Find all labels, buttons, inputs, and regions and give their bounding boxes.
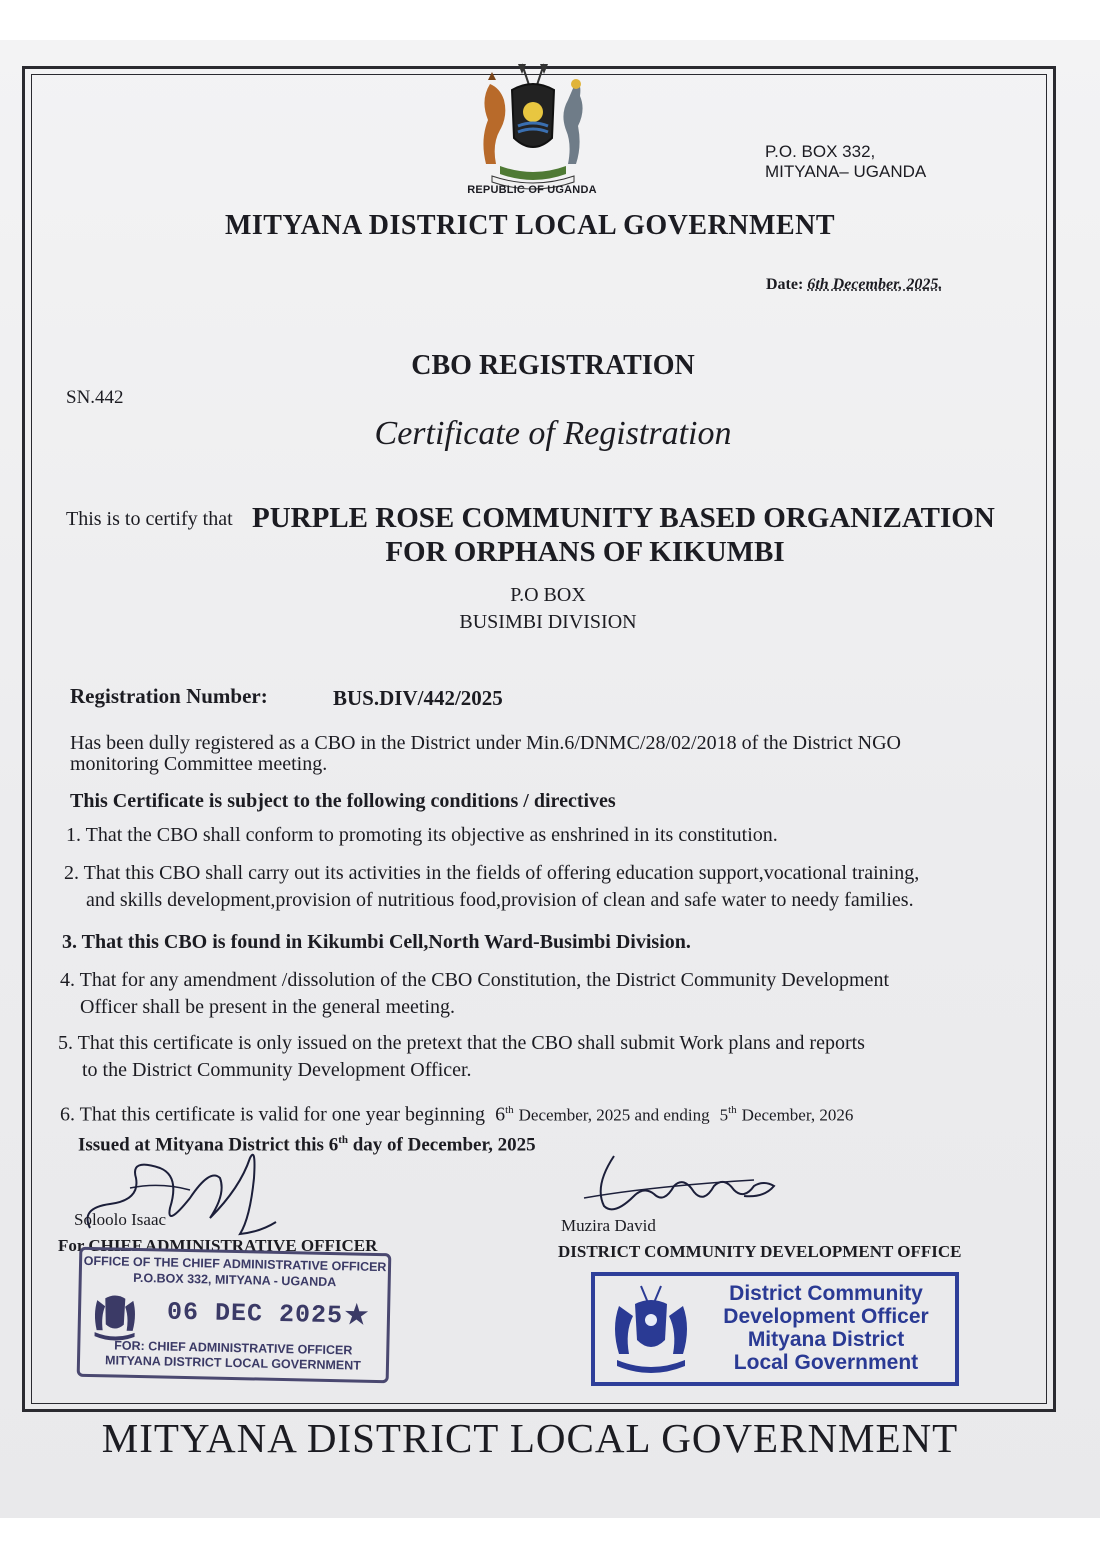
left-signatory-title: For CHIEF ADMINISTRATIVE OFFICER bbox=[58, 1236, 378, 1255]
conditions-heading: This Certificate is subject to the following conditions / directives bbox=[70, 790, 616, 812]
cao-stamp-line-2: P.O.BOX 332, MITYANA - UGANDA bbox=[133, 1270, 337, 1290]
issued-day: 6 bbox=[328, 1134, 339, 1156]
issued-rest: day of December, 2025 bbox=[352, 1134, 536, 1156]
organization-name-line-1: PURPLE ROSE COMMUNITY BASED ORGANIZATION bbox=[252, 502, 995, 534]
cao-stamp-line-1: OFFICE OF THE CHIEF ADMINISTRATIVE OFFICER bbox=[83, 1253, 387, 1275]
section-title: CBO REGISTRATION bbox=[411, 350, 695, 381]
condition-6-start-rest: December, 2025 and ending bbox=[518, 1105, 710, 1125]
government-title: MITYANA DISTRICT LOCAL GOVERNMENT bbox=[224, 210, 836, 241]
condition-6-prefix: 6. That this certificate is valid for one year beginning bbox=[60, 1103, 486, 1126]
po-box-line-2: MITYANA– UGANDA bbox=[765, 162, 927, 181]
condition-6-end-day: 5 bbox=[719, 1105, 729, 1125]
cao-stamp-line-4: MITYANA DISTRICT LOCAL GOVERNMENT bbox=[104, 1353, 362, 1373]
po-box-address bbox=[765, 142, 926, 182]
uganda-coat-of-arms-icon bbox=[603, 1284, 699, 1378]
registration-number-value: BUS.DIV/442/2025 bbox=[333, 686, 503, 710]
condition-2-line-1: 2. That this CBO shall carry out its activities in the fields of offering education support,vocational training, bbox=[64, 862, 920, 884]
condition-2 bbox=[64, 860, 919, 914]
certify-intro: This is to certify that bbox=[66, 508, 233, 530]
dcdo-stamp-line-1: District Community bbox=[729, 1282, 923, 1305]
certificate-title: Certificate of Registration bbox=[374, 415, 732, 452]
condition-4-line-1: 4. That for any amendment /dissolution of the CBO Constitution, the District Community Development bbox=[60, 969, 889, 991]
dcdo-stamp-line-3: Mityana District bbox=[747, 1328, 905, 1351]
cao-stamp-date: 06 DEC 2025 bbox=[166, 1297, 344, 1331]
issued-sup: th bbox=[338, 1134, 348, 1146]
serial-number: SN.442 bbox=[66, 387, 124, 408]
organization-address-line-2: BUSIMBI DIVISION bbox=[459, 611, 637, 633]
dcdo-office-stamp bbox=[591, 1272, 959, 1386]
condition-5-line-1: 5. That this certificate is only issued on the pretext that the CBO shall submit Work plans and reports bbox=[58, 1032, 865, 1054]
registration-statement bbox=[70, 733, 1010, 775]
issued-prefix: Issued at Mityana District this bbox=[78, 1134, 324, 1156]
issue-date bbox=[766, 276, 942, 294]
dcdo-stamp-line-4: Local Government bbox=[733, 1351, 919, 1374]
right-signatory-title: DISTRICT COMMUNITY DEVELOPMENT OFFICE bbox=[558, 1242, 962, 1261]
condition-5-line-2: to the District Community Development Officer. bbox=[82, 1059, 472, 1081]
condition-6 bbox=[60, 1097, 853, 1129]
condition-4-line-2: Officer shall be present in the general meeting. bbox=[80, 996, 456, 1018]
uganda-coat-of-arms-icon bbox=[88, 1290, 141, 1341]
organization-name-line-2: FOR ORPHANS OF KIKUMBI bbox=[385, 536, 785, 568]
condition-2-line-2: and skills development,provision of nutritious food,provision of clean and safe water to needy families. bbox=[86, 889, 914, 911]
po-box-line-1: P.O. BOX 332, bbox=[765, 142, 876, 161]
right-signatory-name: Muzira David bbox=[561, 1216, 656, 1235]
condition-6-start-sup: th bbox=[505, 1104, 514, 1116]
condition-5 bbox=[58, 1030, 865, 1084]
footer-title: MITYANA DISTRICT LOCAL GOVERNMENT bbox=[101, 1415, 959, 1461]
signature-icon bbox=[70, 1138, 310, 1248]
cao-stamp-line-3: FOR: CHIEF ADMINISTRATIVE OFFICER bbox=[114, 1338, 353, 1358]
condition-4 bbox=[60, 967, 889, 1021]
condition-1: 1. That the CBO shall conform to promoting its objective as enshrined in its constitution. bbox=[66, 824, 778, 846]
date-label: Date: bbox=[766, 276, 804, 293]
registration-statement-line-2: monitoring Committee meeting. bbox=[70, 753, 328, 775]
condition-6-end-sup: th bbox=[728, 1104, 737, 1116]
cao-office-stamp bbox=[77, 1247, 392, 1384]
star-icon: ★ bbox=[342, 1298, 371, 1332]
left-signatory-name: Soloolo Isaac bbox=[74, 1210, 167, 1229]
date-value: 6th December, 2025. bbox=[807, 276, 943, 293]
registration-number-label: Registration Number: bbox=[70, 684, 268, 708]
registration-statement-line-1: Has been dully registered as a CBO in the District under Min.6/DNMC/28/02/2018 of the District NGO bbox=[70, 732, 901, 754]
dcdo-stamp-line-2: Development Officer bbox=[723, 1305, 929, 1328]
coat-of-arms-caption: REPUBLIC OF UGANDA bbox=[467, 184, 597, 196]
condition-6-end-rest: December, 2026 bbox=[741, 1105, 854, 1125]
condition-6-start-day: 6 bbox=[495, 1103, 506, 1126]
condition-3: 3. That this CBO is found in Kikumbi Cell,North Ward-Busimbi Division. bbox=[62, 931, 691, 953]
organization-address-line-1: P.O BOX bbox=[510, 584, 586, 606]
uganda-coat-of-arms-icon bbox=[462, 60, 602, 198]
